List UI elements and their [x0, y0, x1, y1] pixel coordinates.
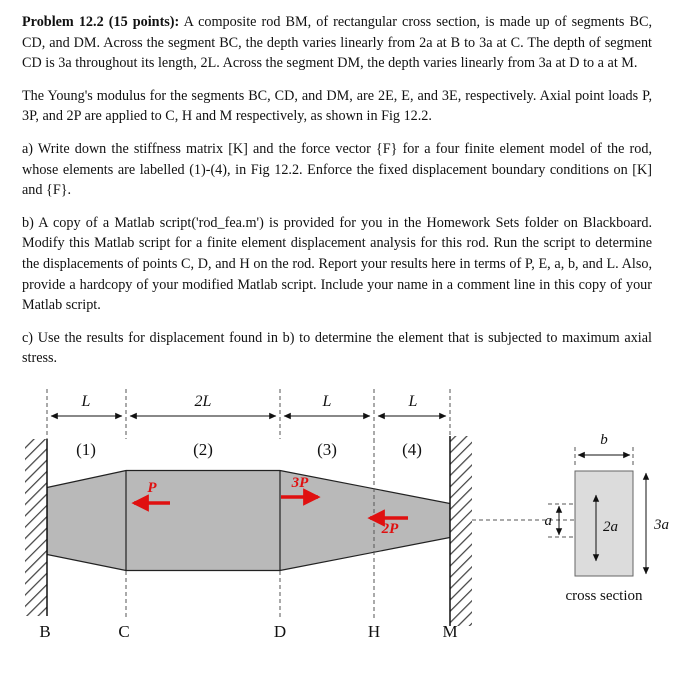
left-wall: [25, 439, 47, 616]
dim-label-L1: L: [81, 392, 91, 410]
right-wall: [450, 436, 472, 626]
problem-statement-text: A composite rod BM, of rectangular cross section, is made up of segments BC, CD, and DM. Across the segment BC, the depth varies linearly from 2a at B to 3a at C. The depth of segment CD is 3a throughout its length, 2L. Across the segment DM, the depth varies linearly from 3a at D to a at M.: [22, 14, 652, 72]
node-H-label: H: [367, 621, 381, 641]
node-D-label: D: [273, 621, 287, 641]
figure-12-2: [12, 381, 672, 646]
part-a-paragraph: a) Write down the stiffness matrix [K] and the force vector {F} for a four finite element model of the rod, whose elements are labelled (1)-(4), in Fig 12.2. Enforce the fixed displacement boundary conditions on [K] and {F}.: [22, 140, 652, 199]
element-4-label: (4): [402, 439, 422, 459]
modulus-paragraph: The Young's modulus for the segments BC, CD, and DM, are 2E, E, and 3E, respectively. Axial point loads P, 3P, and 2P are applied to C, H and M respectively, as shown in Fig 12.2.: [22, 87, 652, 125]
dim-label-L3: L: [322, 392, 332, 410]
dim-label-L4: L: [408, 392, 418, 410]
problem-title: Problem 12.2 (15 points):: [22, 14, 180, 30]
dimension-lines: [51, 393, 446, 416]
dim-label-2L: 2L: [194, 392, 212, 410]
node-M-label: M: [442, 621, 458, 641]
node-C-label: C: [118, 621, 130, 641]
element-3-label: (3): [317, 439, 337, 459]
element-labels: [76, 440, 422, 459]
node-B-label: B: [39, 621, 51, 641]
cross-section: [472, 432, 669, 604]
node-labels: [39, 622, 457, 641]
cs-inner-label: 2a: [603, 518, 618, 535]
part-b-paragraph: b) A copy of a Matlab script('rod_fea.m') is provided for you in the Homework Sets folder on Blackboard. Modify this Matlab script for a finite element displacement analysis for this rod. Run the script to determine the displacements of points C, D, and H on the rod. Report your results here in terms of P, E, a, b, and L. Also, provide a hardcopy of your modified Matlab script. Include your name in a comment line in this copy of your Matlab script.: [22, 214, 652, 314]
force-3P-label: 3P: [291, 474, 309, 491]
cs-width-label: b: [600, 431, 608, 448]
part-c-paragraph: c) Use the results for displacement found in b) to determine the element that is subjected to maximum axial stress.: [22, 329, 652, 367]
force-P-label: P: [147, 479, 157, 496]
element-1-label: (1): [76, 439, 96, 459]
cs-offset-label: a: [544, 512, 552, 529]
cross-section-caption: cross section: [565, 587, 643, 604]
problem-statement: [22, 12, 652, 74]
element-2-label: (2): [193, 439, 213, 459]
force-2P-label: 2P: [381, 520, 399, 537]
cs-height-label: 3a: [654, 516, 669, 533]
